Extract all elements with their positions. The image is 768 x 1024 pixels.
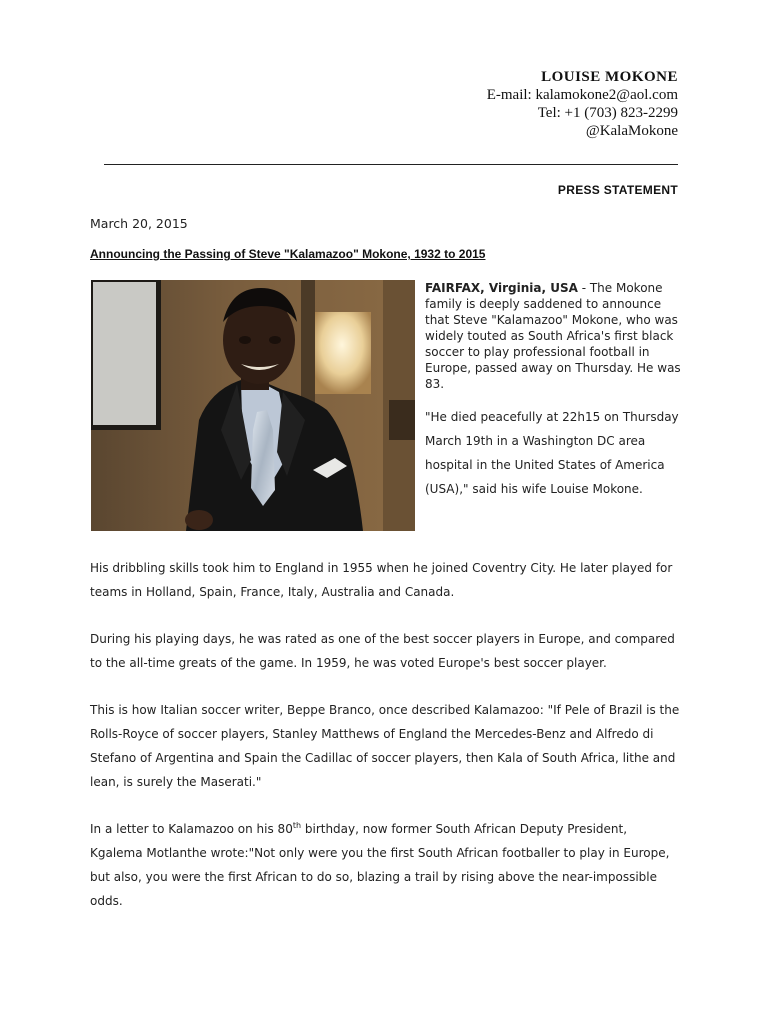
sender-phone: Tel: +1 (703) 823-2299 — [537, 105, 678, 121]
sender-email: E-mail: kalamokone2@aol.com — [486, 87, 678, 103]
document-type-label: PRESS STATEMENT — [557, 183, 678, 197]
paragraph-ranking: During his playing days, he was rated as one of the best soccer players in Europe, and compared to the all-time greats of the game. In 1959, he was voted Europe's best soccer player. — [90, 632, 675, 670]
letter-text-start: In a letter to Kalamazoo on his 80 — [90, 822, 293, 836]
body-text — [90, 556, 680, 936]
sender-twitter-handle: @KalaMokone — [585, 123, 678, 139]
statement-date: March 20, 2015 — [90, 216, 188, 231]
paragraph-motlanthe-letter — [90, 817, 680, 913]
headline: Announcing the Passing of Steve "Kalamazoo" Mokone, 1932 to 2015 — [90, 247, 486, 261]
letter-text-end: birthday, now former South African Deputy President, Kgalema Motlanthe wrote:"Not only were you the first South African footballer to play in Europe, but also, you were the first African to do so, blazing a trail by rising above the near-impossible odds. — [90, 822, 670, 908]
header-divider — [104, 164, 678, 165]
intro-paragraph — [425, 280, 681, 392]
dateline: FAIRFAX, Virginia, USA — [425, 281, 578, 295]
sender-name: LOUISE MOKONE — [541, 69, 678, 85]
letterhead — [487, 68, 678, 140]
intro-column — [425, 280, 681, 501]
ordinal-suffix: th — [292, 821, 302, 830]
intro-text: - The Mokone family is deeply saddened to announce that Steve "Kalamazoo" Mokone, who was widely touted as South Africa's first black soccer to play professional football in Europe, passed away on Thursday. He was 83. — [425, 281, 681, 391]
paragraph-branco-quote: This is how Italian soccer writer, Beppe Branco, once described Kalamazoo: "If Pele of Brazil is the Rolls-Royce of soccer players, Stanley Matthews of England the Mercedes-Benz and Alfredo di Stefano of Argentina and Spain the Cadillac of soccer players, then Kala of South Africa, lithe and lean, is surely the Maserati." — [90, 703, 680, 789]
paragraph-career: His dribbling skills took him to England in 1955 when he joined Coventry City. He later played for teams in Holland, Spain, France, Italy, Australia and Canada. — [90, 561, 673, 599]
portrait-photo — [91, 280, 415, 531]
quote-paragraph: "He died peacefully at 22h15 on Thursday March 19th in a Washington DC area hospital in the United States of America (USA)," said his wife Louise Mokone. — [425, 410, 679, 496]
